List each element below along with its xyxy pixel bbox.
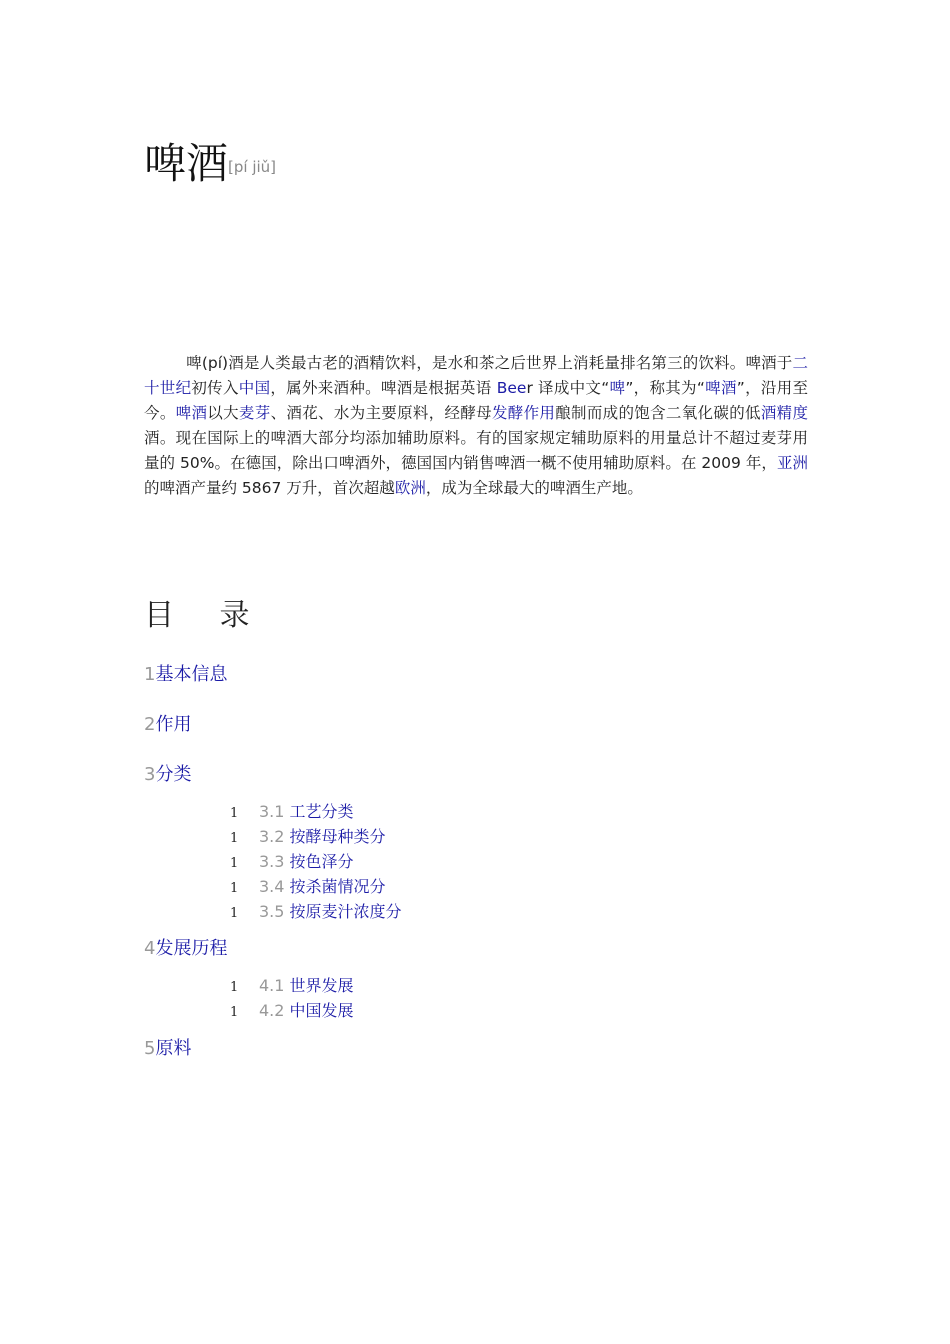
toc-subitem-3-5[interactable]: [230, 899, 402, 922]
page-title: 啤酒: [144, 139, 229, 188]
list-bullet: 1: [230, 831, 239, 846]
intro-text: 的啤酒产量约 5867 万升，首次超越: [144, 478, 395, 497]
link-china[interactable]: 中国: [238, 378, 271, 397]
link-beer[interactable]: Bee: [496, 378, 527, 397]
link-asia[interactable]: 亚洲: [776, 453, 808, 472]
toc-sublink[interactable]: 工艺分类: [289, 802, 354, 821]
intro-text: r 译成中文“: [526, 378, 610, 397]
intro-paragraph: [144, 351, 808, 501]
intro-text: 、酒花、水为主要原料，经酵母: [270, 403, 492, 422]
toc-link[interactable]: 基本信息: [155, 664, 228, 685]
toc-number: 5: [144, 1038, 156, 1059]
intro-text: 啤(pí)酒是人类最古老的酒精饮料，是水和茶之后世界上消耗量排名第三的饮料。啤酒于: [186, 353, 793, 372]
toc-subitem-3-2[interactable]: [230, 824, 386, 847]
link-europe[interactable]: 欧洲: [394, 478, 426, 497]
toc-number: 1: [144, 664, 156, 685]
toc-subnumber: 3.5: [259, 902, 285, 921]
link-pijiu[interactable]: 啤酒: [704, 378, 737, 397]
toc-sublink[interactable]: 中国发展: [289, 1001, 354, 1020]
toc-sublink[interactable]: 世界发展: [289, 976, 354, 995]
toc-subitem-3-4[interactable]: [230, 874, 386, 897]
toc-link[interactable]: 原料: [155, 1038, 192, 1059]
toc-subnumber: 3.4: [259, 877, 285, 896]
link-alcohol-content[interactable]: 酒精度: [760, 403, 808, 422]
link-pijiu-2[interactable]: 啤酒: [175, 403, 208, 422]
toc-subitem-4-2[interactable]: [230, 998, 354, 1021]
toc-item-classification[interactable]: [144, 760, 191, 786]
list-bullet: 1: [230, 856, 239, 871]
toc-item-ingredients[interactable]: [144, 1034, 191, 1060]
list-bullet: 1: [230, 906, 239, 921]
intro-text: 酒。现在国际上的啤酒大部分均添加辅助原料。有的国家规定辅助原料的用量总计不超过麦芽用量的 50%。在德国，除出口啤酒外，德国国内销售啤酒一概不使用辅助原料。在 2009 年，: [144, 428, 808, 472]
toc-subitem-3-3[interactable]: [230, 849, 354, 872]
toc-number: 2: [144, 714, 156, 735]
list-bullet: 1: [230, 806, 239, 821]
toc-item-history[interactable]: [144, 934, 227, 960]
intro-text: 初传入: [191, 378, 239, 397]
toc-subnumber: 4.2: [259, 1001, 285, 1020]
link-twentieth-century[interactable]: 二十世纪: [144, 353, 808, 397]
link-malt[interactable]: 麦芽: [238, 403, 271, 422]
toc-subitem-3-1[interactable]: [230, 799, 354, 822]
toc-sublink[interactable]: 按色泽分: [289, 852, 354, 871]
toc-sublink[interactable]: 按杀菌情况分: [289, 877, 386, 896]
toc-subnumber: 3.3: [259, 852, 285, 871]
intro-text: 以大: [207, 403, 239, 422]
toc-sublink[interactable]: 按酵母种类分: [289, 827, 386, 846]
toc-subitem-4-1[interactable]: [230, 973, 354, 996]
toc-item-function[interactable]: [144, 710, 191, 736]
intro-text: ”，称其为“: [625, 378, 705, 397]
toc-item-basic-info[interactable]: [144, 660, 227, 686]
list-bullet: 1: [230, 980, 239, 995]
intro-text: ，成为全球最大的啤酒生产地。: [425, 478, 643, 497]
toc-subnumber: 4.1: [259, 976, 285, 995]
toc-heading: 目 录: [144, 598, 268, 633]
title-row: [144, 138, 276, 190]
toc-sublink[interactable]: 按原麦汁浓度分: [289, 902, 402, 921]
toc-link[interactable]: 分类: [155, 764, 192, 785]
toc-link[interactable]: 作用: [155, 714, 192, 735]
link-fermentation[interactable]: 发酵作用: [491, 403, 556, 422]
toc-subnumber: 3.2: [259, 827, 285, 846]
toc-subnumber: 3.1: [259, 802, 285, 821]
toc-number: 3: [144, 764, 156, 785]
toc-link[interactable]: 发展历程: [155, 938, 228, 959]
toc-number: 4: [144, 938, 156, 959]
list-bullet: 1: [230, 881, 239, 896]
intro-text: 酿制而成的饱含二氧化碳的低: [555, 403, 761, 422]
intro-text: ”，沿用至今。: [144, 378, 808, 422]
pinyin-annotation: [pí jiǔ]: [228, 158, 277, 176]
link-pi[interactable]: 啤: [609, 378, 626, 397]
list-bullet: 1: [230, 1005, 239, 1020]
intro-text: ，属外来酒种。啤酒是根据英语: [270, 378, 497, 397]
